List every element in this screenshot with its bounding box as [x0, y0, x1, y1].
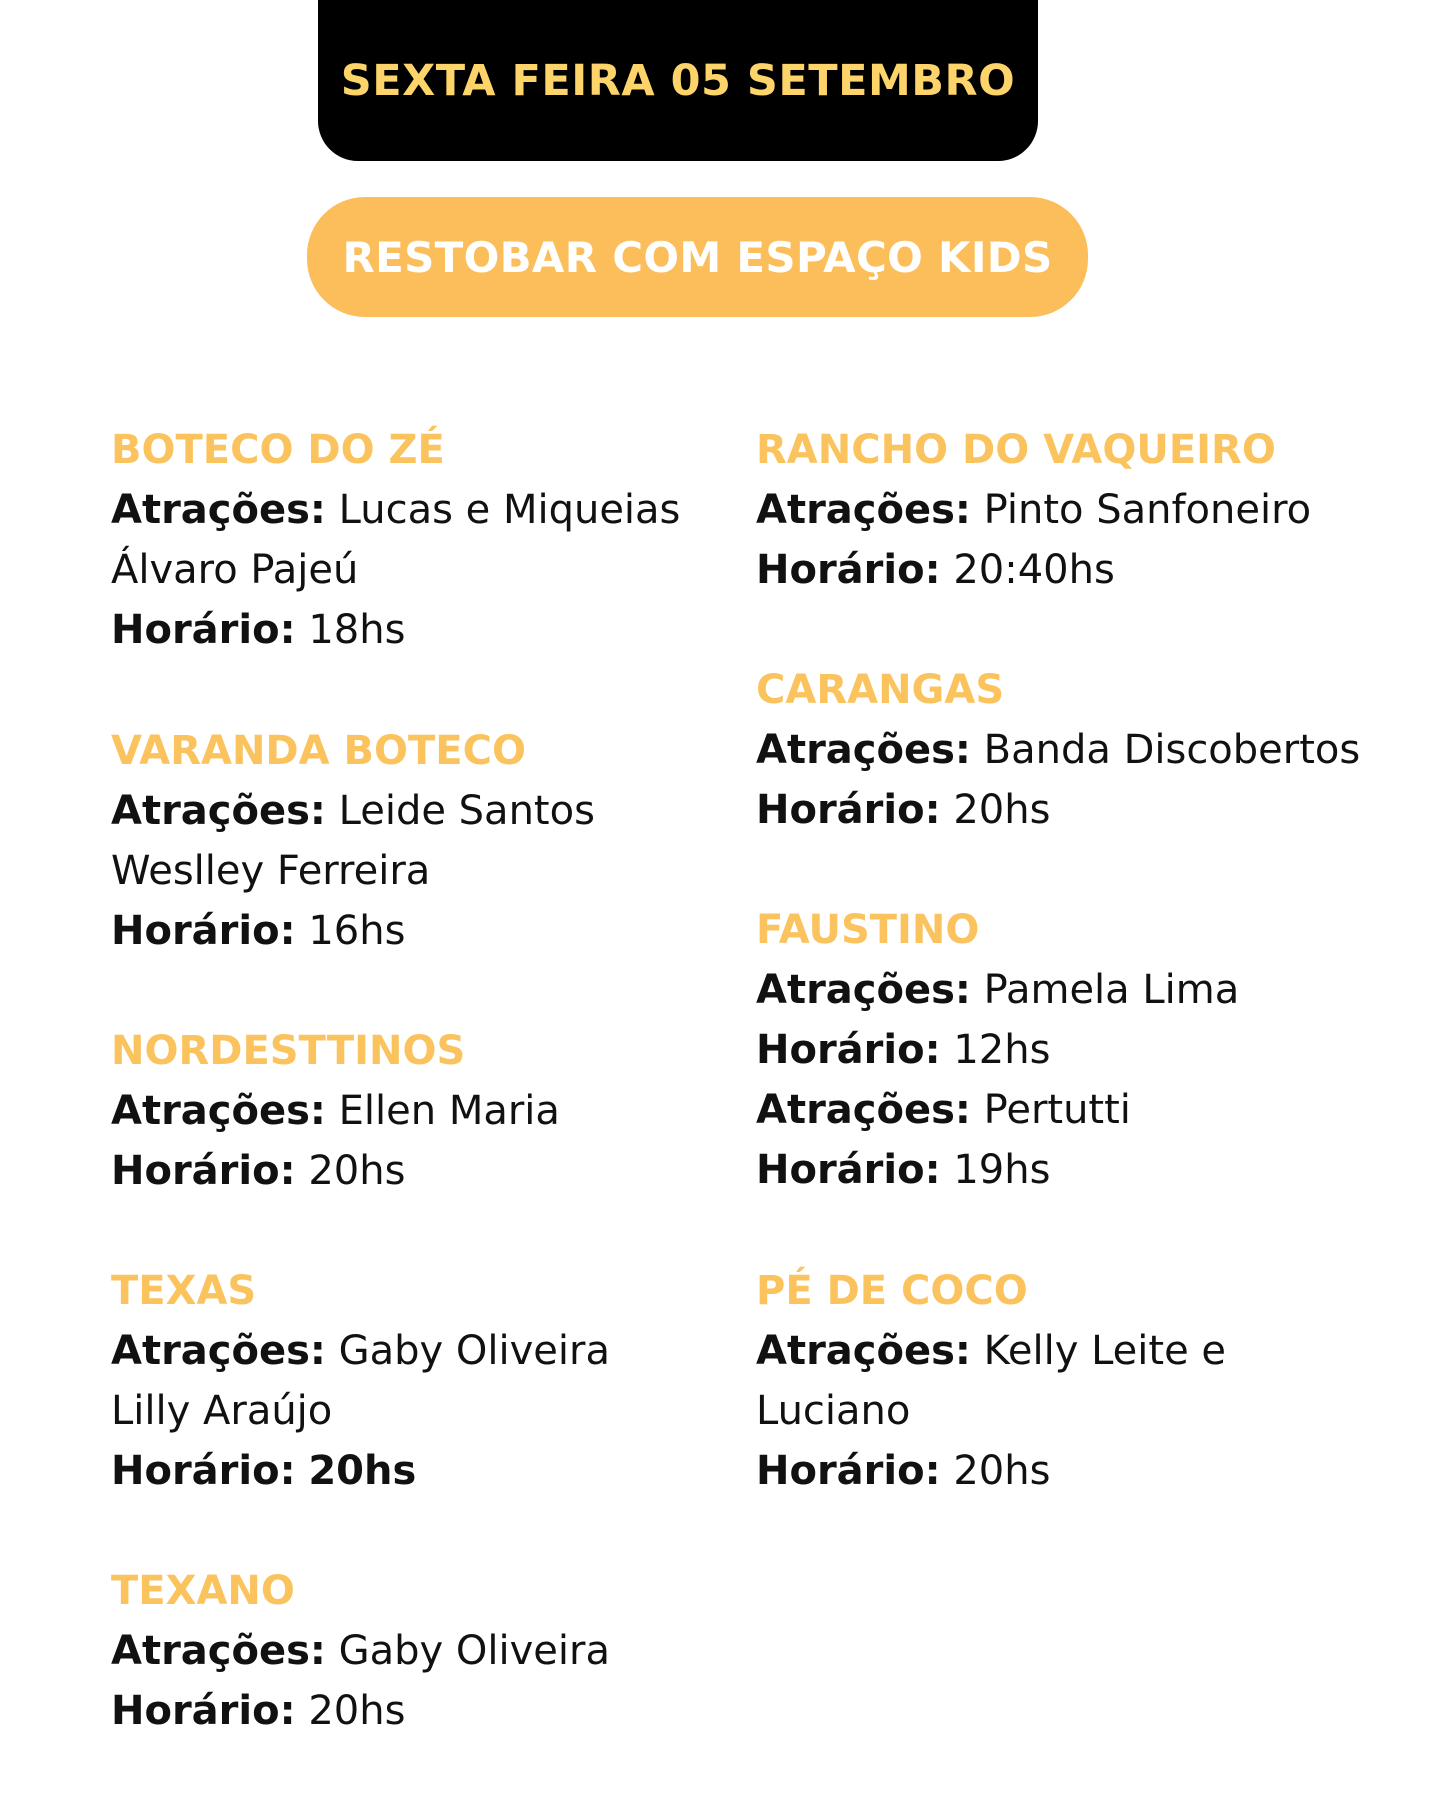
venue-name: FAUSTINO	[756, 907, 980, 953]
horario-label: Horário:	[111, 607, 296, 653]
horario-value: 20hs	[953, 787, 1051, 833]
horario-label: Horário:	[756, 787, 941, 833]
horario-label: Horário:	[111, 1148, 296, 1194]
horario-value: 16hs	[308, 908, 406, 954]
horario-line	[111, 901, 731, 961]
atracoes-extra-value: Weslley Ferreira	[111, 848, 431, 894]
venue-nordesttinos	[111, 1021, 731, 1201]
atracoes-value: Ellen Maria	[338, 1088, 560, 1134]
horario-label: Horário:	[756, 1027, 941, 1073]
horario-line	[111, 1681, 731, 1741]
horario-line	[756, 780, 1376, 840]
atracoes-line	[111, 1621, 731, 1681]
horario-line	[756, 1020, 1376, 1080]
venue-name: TEXANO	[111, 1568, 295, 1614]
horario-label: Horário:	[756, 1147, 941, 1193]
atracoes-label: Atrações:	[756, 487, 971, 533]
venue-texano	[111, 1561, 731, 1741]
atracoes-value-2: Pertutti	[983, 1087, 1131, 1133]
atracoes-value: Gaby Oliveira	[338, 1328, 610, 1374]
venue-texas	[111, 1261, 731, 1501]
venue-varanda-boteco	[111, 721, 731, 961]
venue-faustino	[756, 900, 1376, 1200]
atracoes-value: Pamela Lima	[983, 967, 1240, 1013]
atracoes-line	[111, 480, 731, 540]
horario-line	[111, 1441, 731, 1501]
atracoes-value: Kelly Leite e	[983, 1328, 1227, 1374]
horario-value: 20hs	[308, 1448, 417, 1494]
atracoes-extra-value: Luciano	[756, 1388, 911, 1434]
venue-carangas	[756, 660, 1376, 840]
horario-line	[111, 600, 731, 660]
horario-label: Horário:	[756, 547, 941, 593]
atracoes-label: Atrações:	[111, 788, 326, 834]
atracoes-extra-line	[111, 1381, 731, 1441]
venue-name: NORDESTTINOS	[111, 1028, 466, 1074]
atracoes-line	[111, 781, 731, 841]
atracoes-label: Atrações:	[756, 1328, 971, 1374]
venue-boteco-do-ze	[111, 420, 731, 660]
atracoes-line-2	[756, 1080, 1376, 1140]
horario-line	[756, 1441, 1376, 1501]
horario-value: 20hs	[953, 1448, 1051, 1494]
horario-value: 20hs	[308, 1688, 406, 1734]
horario-label: Horário:	[111, 1688, 296, 1734]
atracoes-label: Atrações:	[756, 967, 971, 1013]
atracoes-label: Atrações:	[111, 1088, 326, 1134]
venue-rancho-do-vaqueiro	[756, 420, 1376, 600]
venue-name: CARANGAS	[756, 667, 1005, 713]
horario-label: Horário:	[111, 1448, 296, 1494]
horario-label: Horário:	[756, 1448, 941, 1494]
category-pill	[307, 197, 1088, 317]
atracoes-label: Atrações:	[756, 1087, 971, 1133]
category-title: RESTOBAR COM ESPAÇO KIDS	[342, 232, 1053, 282]
venue-name: RANCHO DO VAQUEIRO	[756, 427, 1276, 473]
atracoes-extra-line	[111, 540, 731, 600]
venue-name: BOTECO DO ZÉ	[111, 427, 445, 473]
atracoes-line	[756, 960, 1376, 1020]
horario-value: 20hs	[308, 1148, 406, 1194]
horario-value: 18hs	[308, 607, 406, 653]
atracoes-label: Atrações:	[111, 1628, 326, 1674]
horario-value-2: 19hs	[953, 1147, 1051, 1193]
atracoes-line	[111, 1081, 731, 1141]
horario-label: Horário:	[111, 908, 296, 954]
horario-line	[111, 1141, 731, 1201]
atracoes-label: Atrações:	[111, 1328, 326, 1374]
venue-name: VARANDA BOTECO	[111, 728, 526, 774]
atracoes-label: Atrações:	[756, 727, 971, 773]
atracoes-value: Banda Discobertos	[983, 727, 1361, 773]
atracoes-label: Atrações:	[111, 487, 326, 533]
atracoes-value: Gaby Oliveira	[338, 1628, 610, 1674]
atracoes-value: Pinto Sanfoneiro	[983, 487, 1312, 533]
venue-pe-de-coco	[756, 1261, 1376, 1501]
atracoes-extra-line	[111, 841, 731, 901]
atracoes-line	[756, 480, 1376, 540]
venue-name: TEXAS	[111, 1268, 257, 1314]
venue-name: PÉ DE COCO	[756, 1268, 1028, 1314]
atracoes-extra-value: Álvaro Pajeú	[111, 547, 359, 593]
horario-line-2	[756, 1140, 1376, 1200]
atracoes-line	[756, 1321, 1376, 1381]
atracoes-value: Lucas e Miqueias	[338, 487, 681, 533]
atracoes-extra-value: Lilly Araújo	[111, 1388, 333, 1434]
horario-value: 20:40hs	[953, 547, 1115, 593]
atracoes-extra-line	[756, 1381, 1376, 1441]
atracoes-line	[111, 1321, 731, 1381]
atracoes-value: Leide Santos	[338, 788, 595, 834]
date-banner	[318, 0, 1038, 161]
date-title: SEXTA FEIRA 05 SETEMBRO	[340, 55, 1016, 106]
atracoes-line	[756, 720, 1376, 780]
horario-value: 12hs	[953, 1027, 1051, 1073]
horario-line	[756, 540, 1376, 600]
